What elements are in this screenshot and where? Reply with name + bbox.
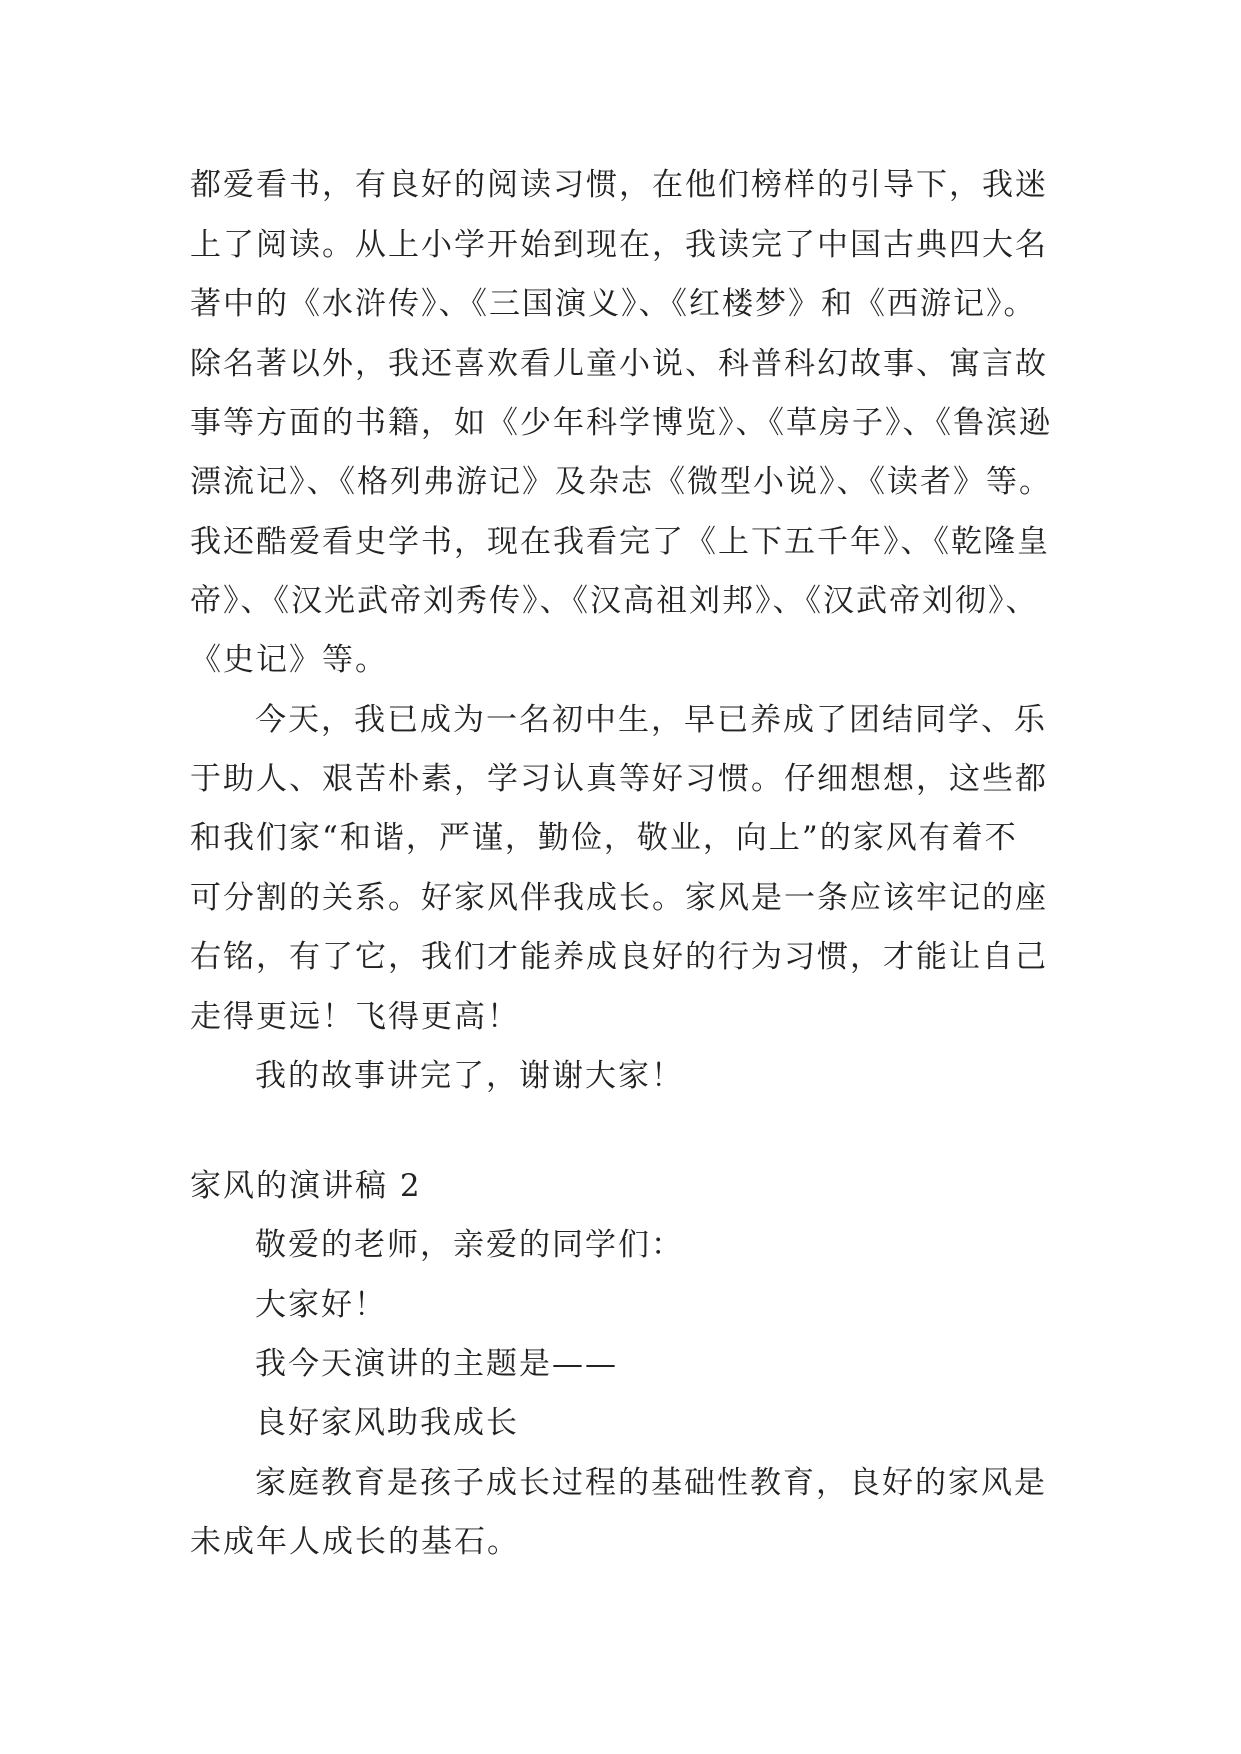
text-line: 走得更远！飞得更高！ xyxy=(190,999,520,1035)
text-line: 事等方面的书籍，如《少年科学博览》、《草房子》、《鲁滨逊 xyxy=(190,405,1052,441)
text-line: 家庭教育是孩子成长过程的基础性教育，良好的家风是 xyxy=(255,1465,1047,1501)
text-line: 今天，我已成为一名初中生，早已养成了团结同学、乐 xyxy=(255,702,1047,738)
text-line: 帝》、《汉光武帝刘秀传》、《汉高祖刘邦》、《汉武帝刘彻》、 xyxy=(190,583,1039,619)
text-line: 于助人、艰苦朴素，学习认真等好习惯。仔细想想，这些都 xyxy=(190,761,1048,797)
text-line: 上了阅读。从上小学开始到现在，我读完了中国古典四大名 xyxy=(190,227,1048,263)
closing-line: 我的故事讲完了，谢谢大家！ xyxy=(255,1058,684,1094)
topic-intro-line: 我今天演讲的主题是—— xyxy=(255,1346,618,1382)
text-line: 可分割的关系。好家风伴我成长。家风是一条应该牢记的座 xyxy=(190,880,1048,916)
text-line: 漂流记》、《格列弗游记》及杂志《微型小说》、《读者》等。 xyxy=(190,464,1052,500)
text-line: 和我们家“和谐，严谨，勤俭，敬业，向上”的家风有着不 xyxy=(190,820,1018,856)
greeting-line: 敬爱的老师，亲爱的同学们： xyxy=(255,1227,684,1263)
text-line: 著中的《水浒传》、《三国演义》、《红楼梦》和《西游记》。 xyxy=(190,286,1037,322)
text-line: 除名著以外，我还喜欢看儿童小说、科普科幻故事、寓言故 xyxy=(190,346,1048,382)
text-line: 右铭，有了它，我们才能养成良好的行为习惯，才能让自己 xyxy=(190,939,1048,975)
text-line: 我还酷爱看史学书，现在我看完了《上下五千年》、《乾隆皇 xyxy=(190,524,1050,560)
text-line: 都爱看书，有良好的阅读习惯，在他们榜样的引导下，我迷 xyxy=(190,167,1048,203)
text-line: 《史记》等。 xyxy=(190,642,388,678)
hello-line: 大家好！ xyxy=(255,1287,387,1323)
section-title: 家风的演讲稿 2 xyxy=(190,1168,422,1204)
text-line: 未成年人成长的基石。 xyxy=(190,1524,520,1560)
topic-line: 良好家风助我成长 xyxy=(255,1405,519,1441)
